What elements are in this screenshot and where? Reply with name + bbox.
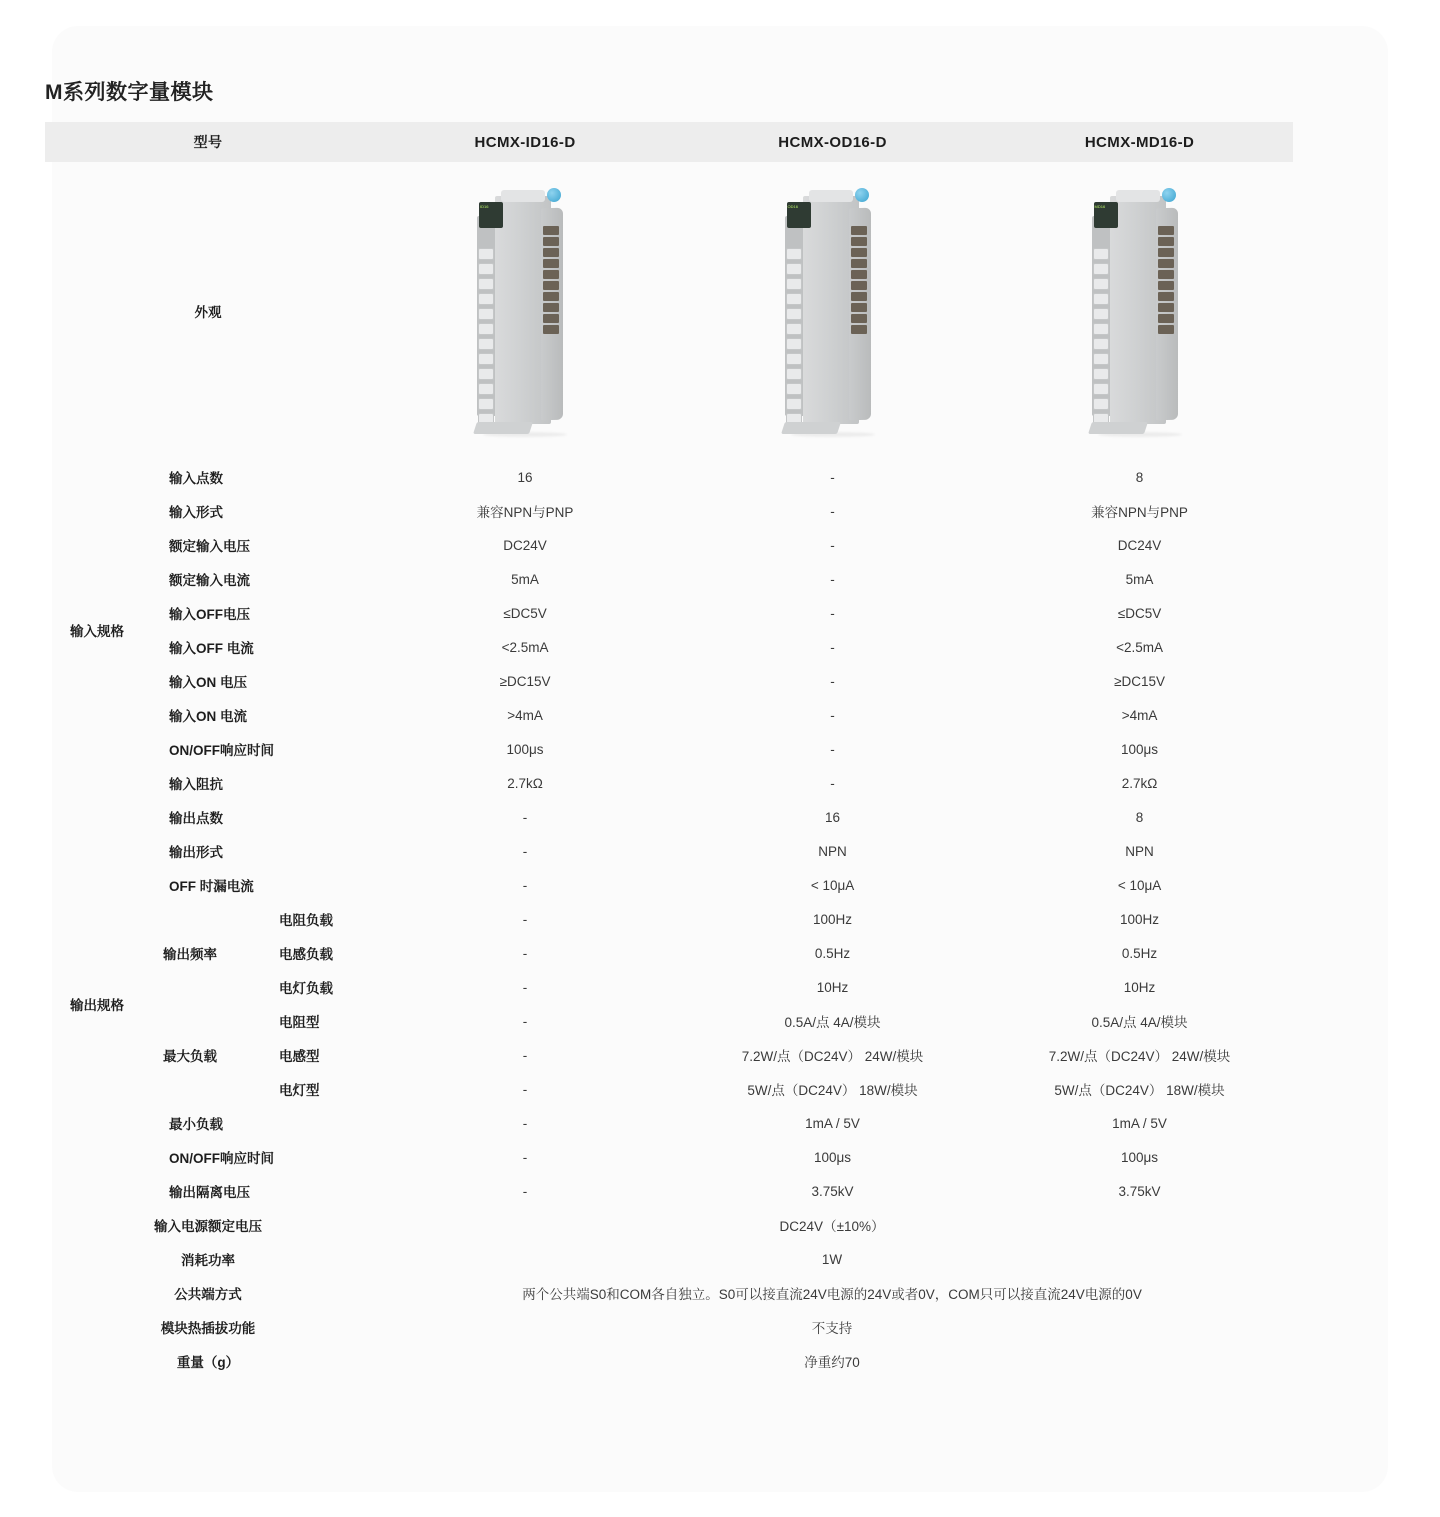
- cell-value: 不支持: [811, 1321, 853, 1336]
- cell-value: -: [522, 1183, 528, 1199]
- cell-value: 1mA / 5V: [1112, 1115, 1167, 1131]
- cell-value: 0.5A/点 4A/模块: [784, 1015, 881, 1030]
- table-row: [45, 630, 1293, 664]
- cell-value: 1W: [821, 1251, 843, 1267]
- table-row: [45, 1276, 1293, 1310]
- cell-value: 8: [1135, 469, 1144, 485]
- table-row: [45, 460, 1293, 494]
- cell-value: 2.7kΩ: [507, 775, 543, 791]
- cell-value: -: [522, 809, 528, 825]
- cell-value: 5W/点（DC24V） 18W/模块: [1054, 1083, 1225, 1098]
- spec-table-container: [45, 122, 1293, 1378]
- cell-value: 10Hz: [1123, 979, 1156, 995]
- cell-value: -: [522, 1013, 528, 1029]
- row-label: 公共端方式: [174, 1287, 242, 1302]
- cell-value: 5mA: [511, 571, 539, 587]
- module-illustration: [465, 186, 585, 436]
- cell-value: DC24V: [1117, 537, 1162, 553]
- appearance-label: 外观: [194, 305, 222, 320]
- row-label: 额定输入电压: [169, 539, 250, 554]
- table-row: [45, 1310, 1293, 1344]
- appearance-row: [45, 162, 1293, 460]
- cell-value: 100Hz: [813, 911, 853, 927]
- cell-value: 0.5Hz: [1121, 945, 1158, 961]
- row-label: 电灯负载: [279, 981, 333, 996]
- cell-value: -: [830, 639, 835, 655]
- cell-value: -: [830, 741, 835, 757]
- table-row: [45, 868, 1293, 902]
- row-label: 输入OFF 电流: [169, 641, 254, 656]
- row-label: 输入点数: [169, 471, 223, 486]
- cell-value: -: [830, 673, 835, 689]
- cell-value: 7.2W/点（DC24V） 24W/模块: [1048, 1049, 1231, 1064]
- row-label: 电阻型: [279, 1015, 320, 1030]
- module-top-cap: [809, 190, 853, 202]
- row-label: 输出形式: [169, 845, 223, 860]
- cell-value: ≥DC15V: [499, 673, 551, 689]
- table-row: [45, 698, 1293, 732]
- header-model-label: 型号: [45, 122, 371, 162]
- row-label: 输入ON 电流: [169, 709, 248, 724]
- row-label: ON/OFF响应时间: [169, 1151, 274, 1166]
- cell-value: -: [830, 775, 835, 791]
- table-row: [45, 1004, 1293, 1038]
- row-label: 电感负载: [279, 947, 333, 962]
- connector-column: [543, 226, 561, 336]
- cell-value: 100μs: [1121, 1149, 1159, 1165]
- subgroup-label-max-load: 最大负载: [163, 1049, 217, 1064]
- row-label: 最小负载: [169, 1117, 223, 1132]
- table-header-row: [45, 122, 1293, 162]
- header-model-1: HCMX-ID16-D: [371, 122, 679, 162]
- row-label: 重量（g）: [176, 1355, 240, 1370]
- row-label: OFF 时漏电流: [169, 879, 254, 894]
- cell-value: -: [830, 469, 835, 485]
- table-row: [45, 1208, 1293, 1242]
- cell-value: -: [830, 571, 835, 587]
- table-row: [45, 528, 1293, 562]
- cell-value: ≤DC5V: [503, 605, 547, 621]
- row-label: 输入OFF电压: [169, 607, 250, 622]
- cell-value: -: [522, 1047, 528, 1063]
- module-knob: [855, 188, 869, 202]
- module-image-1: [371, 162, 679, 460]
- table-row: [45, 664, 1293, 698]
- cell-value: <2.5mA: [501, 639, 549, 655]
- row-label: 输入电源额定电压: [154, 1219, 263, 1234]
- module-top-cap: [501, 190, 545, 202]
- table-row: [45, 494, 1293, 528]
- cell-value: 0.5Hz: [814, 945, 851, 961]
- spec-table: [45, 122, 1293, 1378]
- table-row: [45, 766, 1293, 800]
- module-foot: [473, 422, 533, 434]
- module-top-cap: [1116, 190, 1160, 202]
- module-badge-2: OD16: [787, 202, 811, 228]
- module-knob: [1162, 188, 1176, 202]
- table-row: [45, 596, 1293, 630]
- cell-value: -: [830, 537, 835, 553]
- table-row: [45, 1106, 1293, 1140]
- cell-value: >4mA: [1121, 707, 1158, 723]
- page-title: M系列数字量模块: [45, 81, 214, 104]
- cell-value: 1mA / 5V: [805, 1115, 860, 1131]
- cell-value: 100μs: [814, 1149, 852, 1165]
- cell-value: -: [522, 843, 528, 859]
- cell-value: -: [830, 503, 835, 519]
- cell-value: 3.75kV: [811, 1183, 854, 1199]
- cell-value: <2.5mA: [1116, 639, 1163, 655]
- cell-value: ≥DC15V: [1114, 673, 1165, 689]
- module-image-3: [986, 162, 1293, 460]
- row-label: 输出隔离电压: [169, 1185, 250, 1200]
- cell-value: 5mA: [1125, 571, 1154, 587]
- table-row: [45, 562, 1293, 596]
- cell-value: 兼容NPN与PNP: [1091, 505, 1188, 520]
- cell-value: 16: [825, 809, 841, 825]
- cell-value: 100Hz: [1120, 911, 1160, 927]
- table-row: [45, 1344, 1293, 1378]
- row-label: 电感型: [279, 1049, 320, 1064]
- subgroup-label-output-frequency: 输出频率: [163, 947, 217, 962]
- cell-value: 10Hz: [816, 979, 849, 995]
- cell-value: -: [522, 1149, 528, 1165]
- cell-value: ≤DC5V: [1117, 605, 1162, 621]
- cell-value: 100μs: [1121, 741, 1159, 757]
- header-model-2: HCMX-OD16-D: [679, 122, 986, 162]
- cell-value: -: [522, 945, 528, 961]
- cell-value: 0.5A/点 4A/模块: [1091, 1015, 1188, 1030]
- cell-value: -: [830, 605, 835, 621]
- terminal-column: [478, 248, 496, 428]
- cell-value: -: [830, 707, 835, 723]
- module-knob: [547, 188, 561, 202]
- module-foot: [1088, 422, 1148, 434]
- table-row: [45, 1242, 1293, 1276]
- table-row: [45, 834, 1293, 868]
- module-illustration: [1080, 186, 1200, 436]
- cell-value: 3.75kV: [1118, 1183, 1161, 1199]
- cell-value: >4mA: [507, 707, 543, 723]
- connector-column: [851, 226, 869, 336]
- cell-value: -: [522, 877, 528, 893]
- row-label: 输入阻抗: [169, 777, 223, 792]
- cell-value: < 10μA: [1117, 877, 1162, 893]
- cell-value: 16: [517, 469, 533, 485]
- row-label: 电灯型: [279, 1083, 320, 1098]
- table-row: [45, 732, 1293, 766]
- cell-value: -: [522, 1081, 528, 1097]
- table-row: [45, 800, 1293, 834]
- header-model-3: HCMX-MD16-D: [986, 122, 1293, 162]
- terminal-column: [1093, 248, 1111, 428]
- cell-value: NPN: [1125, 843, 1154, 859]
- cell-value: 100μs: [506, 741, 544, 757]
- row-label: 消耗功率: [181, 1253, 236, 1268]
- cell-value: 2.7kΩ: [1121, 775, 1158, 791]
- module-illustration: [773, 186, 893, 436]
- row-label: 输入ON 电压: [169, 675, 248, 690]
- cell-value: < 10μA: [810, 877, 855, 893]
- cell-value: -: [522, 1115, 528, 1131]
- cell-value: -: [522, 911, 528, 927]
- cell-value: 8: [1135, 809, 1144, 825]
- row-label: 额定输入电流: [169, 573, 250, 588]
- connector-column: [1158, 226, 1176, 336]
- terminal-column: [786, 248, 804, 428]
- cell-value: -: [522, 979, 528, 995]
- cell-value: DC24V: [503, 537, 547, 553]
- row-label: 输出点数: [169, 811, 223, 826]
- row-label: 输入形式: [169, 505, 223, 520]
- module-foot: [781, 422, 841, 434]
- group-label-input: 输入规格: [70, 624, 124, 639]
- row-label: 电阻负载: [279, 913, 333, 928]
- cell-value: DC24V（±10%）: [779, 1219, 885, 1234]
- row-label: 模块热插拔功能: [160, 1321, 256, 1336]
- row-label: ON/OFF响应时间: [169, 743, 274, 758]
- module-image-2: [679, 162, 986, 460]
- table-row: [45, 1174, 1293, 1208]
- cell-value: 两个公共端S0和COM各自独立。S0可以接直流24V电源的24V或者0V，COM只可以接直流24V电源的0V: [522, 1287, 1142, 1302]
- group-label-output: 输出规格: [70, 998, 124, 1013]
- table-row: [45, 1140, 1293, 1174]
- table-row: [45, 902, 1293, 936]
- module-badge-3: MD16: [1094, 202, 1118, 228]
- module-badge-1: ID16: [479, 202, 503, 228]
- cell-value: 7.2W/点（DC24V） 24W/模块: [741, 1049, 924, 1064]
- cell-value: 5W/点（DC24V） 18W/模块: [747, 1083, 918, 1098]
- cell-value: 兼容NPN与PNP: [476, 505, 574, 520]
- cell-value: 净重约70: [804, 1355, 860, 1370]
- cell-value: NPN: [818, 843, 847, 859]
